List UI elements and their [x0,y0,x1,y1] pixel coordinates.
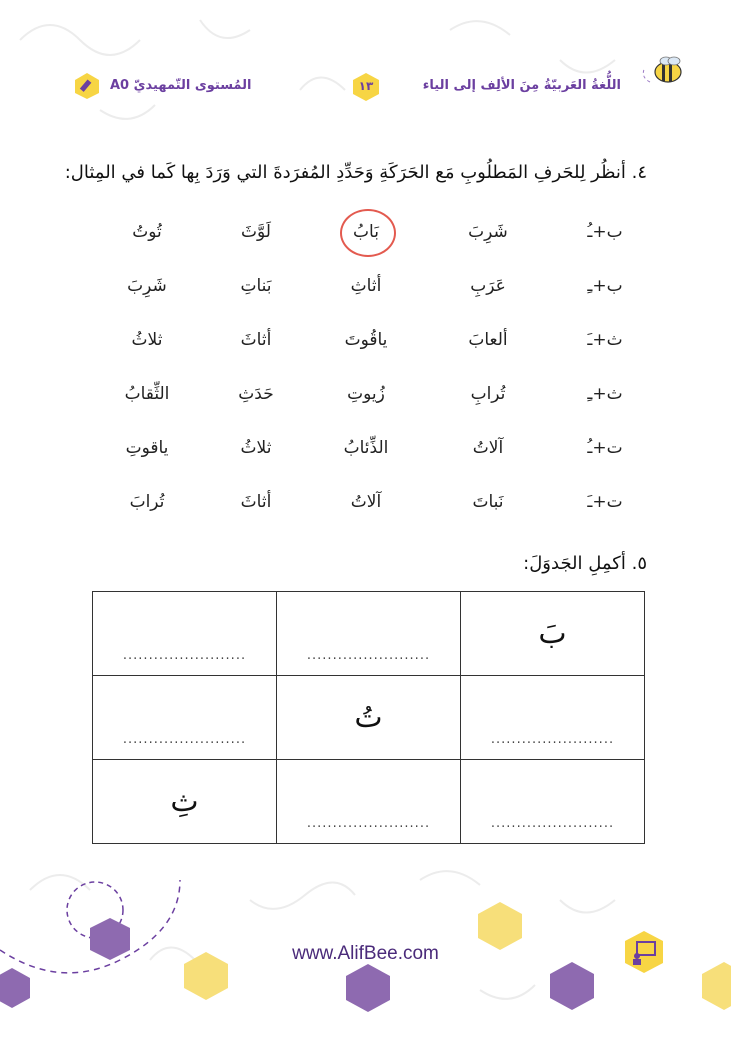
blank-line: ........................ [490,816,615,831]
exercise-4-question: ٤. أنظُر لِلحَرفِ المَطلُوبِ مَع الحَرَكَةِ وَحَدِّدِ المُفرَدةَ التي وَرَدَ بِها كَما في المِثال: [64,162,647,183]
book-title: اللُّغةُ العَربيّةُ مِنَ الألِف إلى الياء [422,78,621,93]
table-row [93,676,645,760]
blank-line: ........................ [122,648,247,663]
exercise-4-grid [60,208,670,532]
page-number: ١٣ [358,79,374,93]
word-option[interactable]: الذِّئابُ [343,438,389,458]
word-option[interactable]: نَباتَ [472,492,504,512]
word-option[interactable]: الثِّقابُ [124,384,170,404]
word-option[interactable]: بَناتِ [240,276,272,296]
word-option[interactable]: حَدَثِ [238,384,274,404]
word-option[interactable]: آلاتُ [472,438,504,458]
word-option[interactable]: لَوَّثَ [241,222,271,242]
table-cell[interactable] [93,592,277,676]
completion-table [92,591,645,844]
exercise-row [60,478,670,532]
exercise-row [60,262,670,316]
pencil-icon [74,72,100,100]
given-letter: تُ [354,700,383,735]
word-option[interactable]: بَابُ [353,222,379,242]
table-cell[interactable] [461,760,645,844]
word-option[interactable]: زُيوتِ [347,384,385,404]
exercise-row [60,424,670,478]
word-option[interactable]: ياقوتِ [125,438,169,458]
word-option[interactable]: ثلاثُ [240,438,272,458]
table-cell[interactable] [93,676,277,760]
table-row [93,760,645,844]
given-letter: بَ [538,616,567,651]
table-cell[interactable] [277,592,461,676]
letter-key: ث+ـِ [587,384,623,404]
word-option[interactable]: عَرَبِ [470,276,506,296]
exercise-5-question: ٥. أكمِلِ الجَدوَلَ: [523,553,647,574]
letter-key: ت+ـَ [587,492,623,512]
word-option[interactable]: أثاثَ [240,492,272,512]
word-option[interactable]: تُوتُ [132,222,162,242]
word-option[interactable]: ياقُوتَ [344,330,388,350]
given-letter: ثِ [170,784,199,819]
word-option[interactable]: شَرِبَ [468,222,508,242]
blank-line: ........................ [306,816,431,831]
letter-key: ب+ـُ [587,222,623,242]
table-row [93,592,645,676]
table-cell [277,676,461,760]
exercise-row [60,316,670,370]
exercise-row [60,208,670,262]
table-cell [461,592,645,676]
exercise-row [60,370,670,424]
word-option[interactable]: تُرابَ [129,492,165,512]
letter-key: ث+ـَ [587,330,623,350]
word-option[interactable]: أثاثِ [350,276,382,296]
word-option[interactable]: ثلاثُ [131,330,163,350]
word-option[interactable]: ألعابَ [468,330,508,350]
blank-line: ........................ [306,648,431,663]
table-cell[interactable] [461,676,645,760]
blank-line: ........................ [122,732,247,747]
table-cell[interactable] [277,760,461,844]
letter-key: ب+ـِ [587,276,623,296]
table-cell [93,760,277,844]
word-option[interactable]: تُرابِ [470,384,506,404]
word-option[interactable]: أثاثَ [240,330,272,350]
word-option[interactable]: شَرِبَ [127,276,167,296]
word-option[interactable]: آلاتُ [350,492,382,512]
blank-line: ........................ [490,732,615,747]
level-label: المُستوى التّمهيديّ A0 [110,78,252,93]
website-link[interactable]: www.AlifBee.com [292,943,439,964]
page-header [0,52,731,122]
letter-key: ت+ـُ [587,438,623,458]
bee-icon [640,52,690,102]
